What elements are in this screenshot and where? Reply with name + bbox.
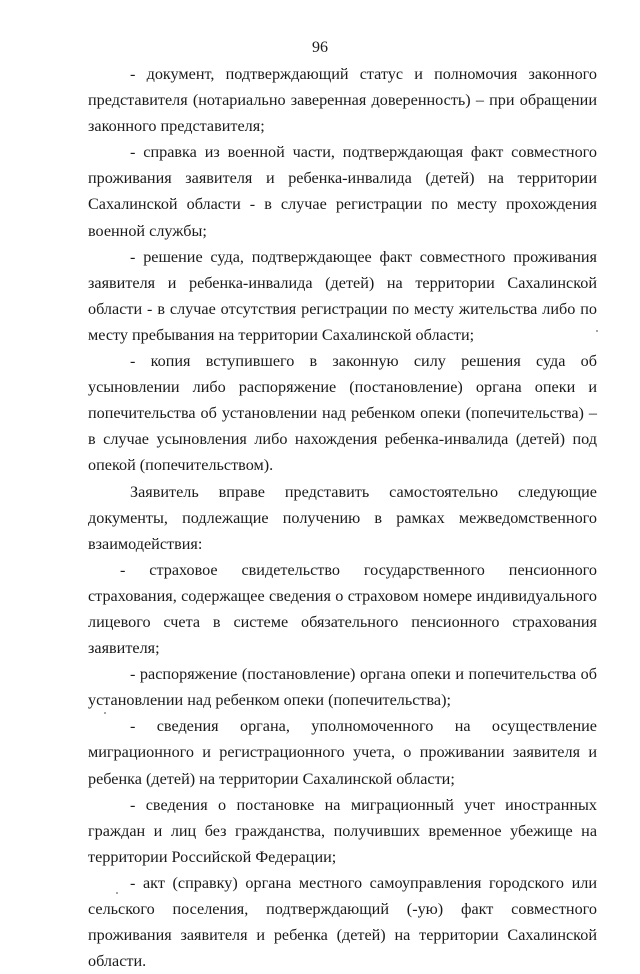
paragraph-migration-registration-info: - сведения о постановке на миграционный учет иностранных граждан и лиц без гражданства, получивших временное убежище на территории Российской Федерации;: [88, 795, 597, 866]
paragraph-local-government-act: - акт (справку) органа местного самоуправления городского или сельского поселения, подтверждающий (-ую) факт совместного проживания заявителя и ребенка (детей) на территории Сахалинской области.: [88, 873, 597, 971]
paragraph-adoption-copy: - копия вступившего в законную силу решения суда об усыновлении либо распоряжение (постановление) органа опеки и попечительства об установлении над ребенком опеки (попечительства) – в случае усыновления либо нахождения ребенка-инвалида (детей) под опекой (попечительством).: [88, 352, 597, 475]
scan-speck: [104, 712, 106, 714]
paragraph-representative-document: - документ, подтверждающий статус и полномочия законного представителя (нотариально заверенная доверенность) – при обращении законного представителя;: [88, 65, 597, 136]
document-body: [88, 61, 597, 974]
paragraph-insurance-certificate: - страховое свидетельство государственного пенсионного страхования, содержащее сведения о страховом номере индивидуального лицевого счета в системе обязательного пенсионного страхования заявителя;: [88, 560, 597, 658]
page-number: 96: [312, 39, 328, 56]
scan-speck: [596, 330, 598, 332]
paragraph-military-certificate: - справка из военной части, подтверждающая факт совместного проживания заявителя и ребенка-инвалида (детей) на территории Сахалинской области - в случае регистрации по месту прохождения военной службы;: [88, 143, 597, 240]
paragraph-applicant-right: Заявитель вправе представить самостоятельно следующие документы, подлежащие получению в рамках межведомственного взаимодействия:: [88, 482, 597, 553]
paragraph-guardianship-order: - распоряжение (постановление) органа опеки и попечительства об установлении над ребенком опеки (попечительства);: [88, 665, 597, 710]
paragraph-court-decision: - решение суда, подтверждающее факт совместного проживания заявителя и ребенка-инвалида (детей) на территории Сахалинской области - в случае отсутствия регистрации по месту жительства либо по месту пребывания на территории Сахалинской области;: [88, 247, 597, 344]
scan-speck: [116, 892, 118, 894]
paragraph-migration-authority-info: - сведения органа, уполномоченного на осуществление миграционного и регистрационного учета, о проживании заявителя и ребенка (детей) на территории Сахалинской области;: [88, 717, 597, 788]
